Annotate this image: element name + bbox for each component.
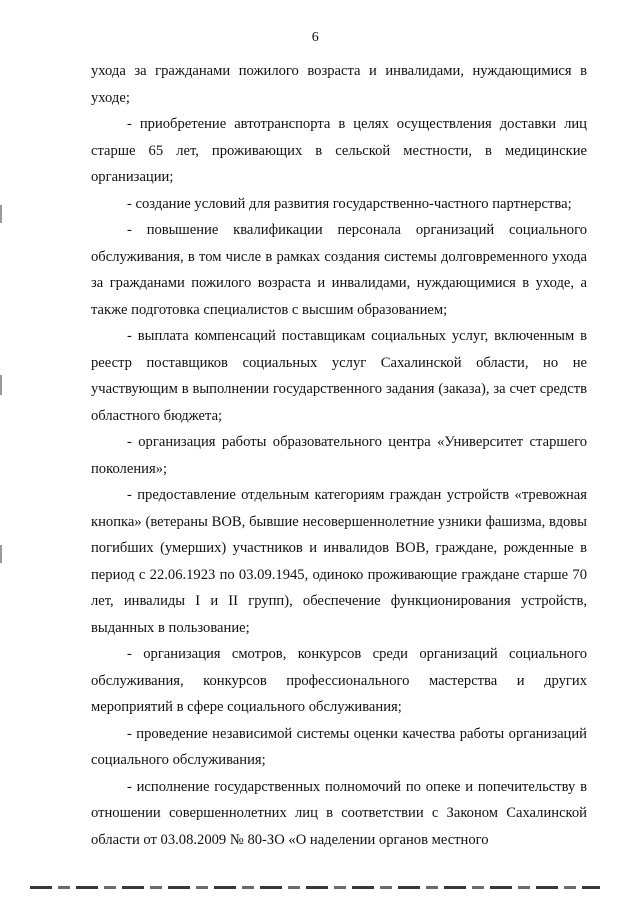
scan-edge-mark-middle — [0, 375, 2, 395]
paragraph: - проведение независимой системы оценки качества работы организаций социального обслуживания; — [91, 725, 587, 768]
page-number: 6 — [311, 30, 320, 45]
paragraph: - организация работы образовательного центра «Университет старшего поколения»; — [91, 434, 587, 477]
paragraph: - создание условий для развития государственно-частного партнерства; — [127, 195, 572, 212]
paragraph: - повышение квалификации персонала организаций социального обслуживания, в том числе в рамках создания системы долговременного ухода за гражданами пожилого возраста и инвалидами, нуждающимися в уходе, а также подготовка специалистов с высшим образованием; — [91, 222, 587, 318]
paragraph: ухода за гражданами пожилого возраста и инвалидами, нуждающимися в уходе; — [91, 63, 587, 106]
paragraph: - исполнение государственных полномочий по опеке и попечительству в отношении совершеннолетних лиц в соответствии с Законом Сахалинской области от 03.08.2009 № 80-ЗО «О наделении органов местного — [91, 778, 587, 848]
paragraph: - приобретение автотранспорта в целях осуществления доставки лиц старше 65 лет, проживающих в сельской местности, в медицинские организации; — [91, 116, 587, 185]
paragraph: - организация смотров, конкурсов среди организаций социального обслуживания, конкурсов профессионального мастерства и других мероприятий в сфере социального обслуживания; — [91, 646, 587, 715]
document-body — [91, 58, 587, 853]
scan-edge-mark-top — [0, 205, 2, 223]
bottom-scan-rule — [30, 886, 600, 889]
scan-edge-mark-lower — [0, 545, 2, 563]
paragraph: - выплата компенсаций поставщикам социальных услуг, включенным в реестр поставщиков социальных услуг Сахалинской области, но не участвующим в выполнении государственного задания (заказа), за счет средств областного бюджета; — [91, 328, 587, 424]
paragraph: - предоставление отдельным категориям граждан устройств «тревожная кнопка» (ветераны ВОВ, бывшие несовершеннолетние узники фашизма, вдовы погибших (умерших) участников и инвалидов ВОВ, граждане, рожденные в период с 22.06.1923 по 03.09.1945, одиноко проживающие граждане старше 70 лет, инвалиды I и II групп), обеспечение функционирования устройств, выданных в пользование; — [91, 487, 587, 636]
